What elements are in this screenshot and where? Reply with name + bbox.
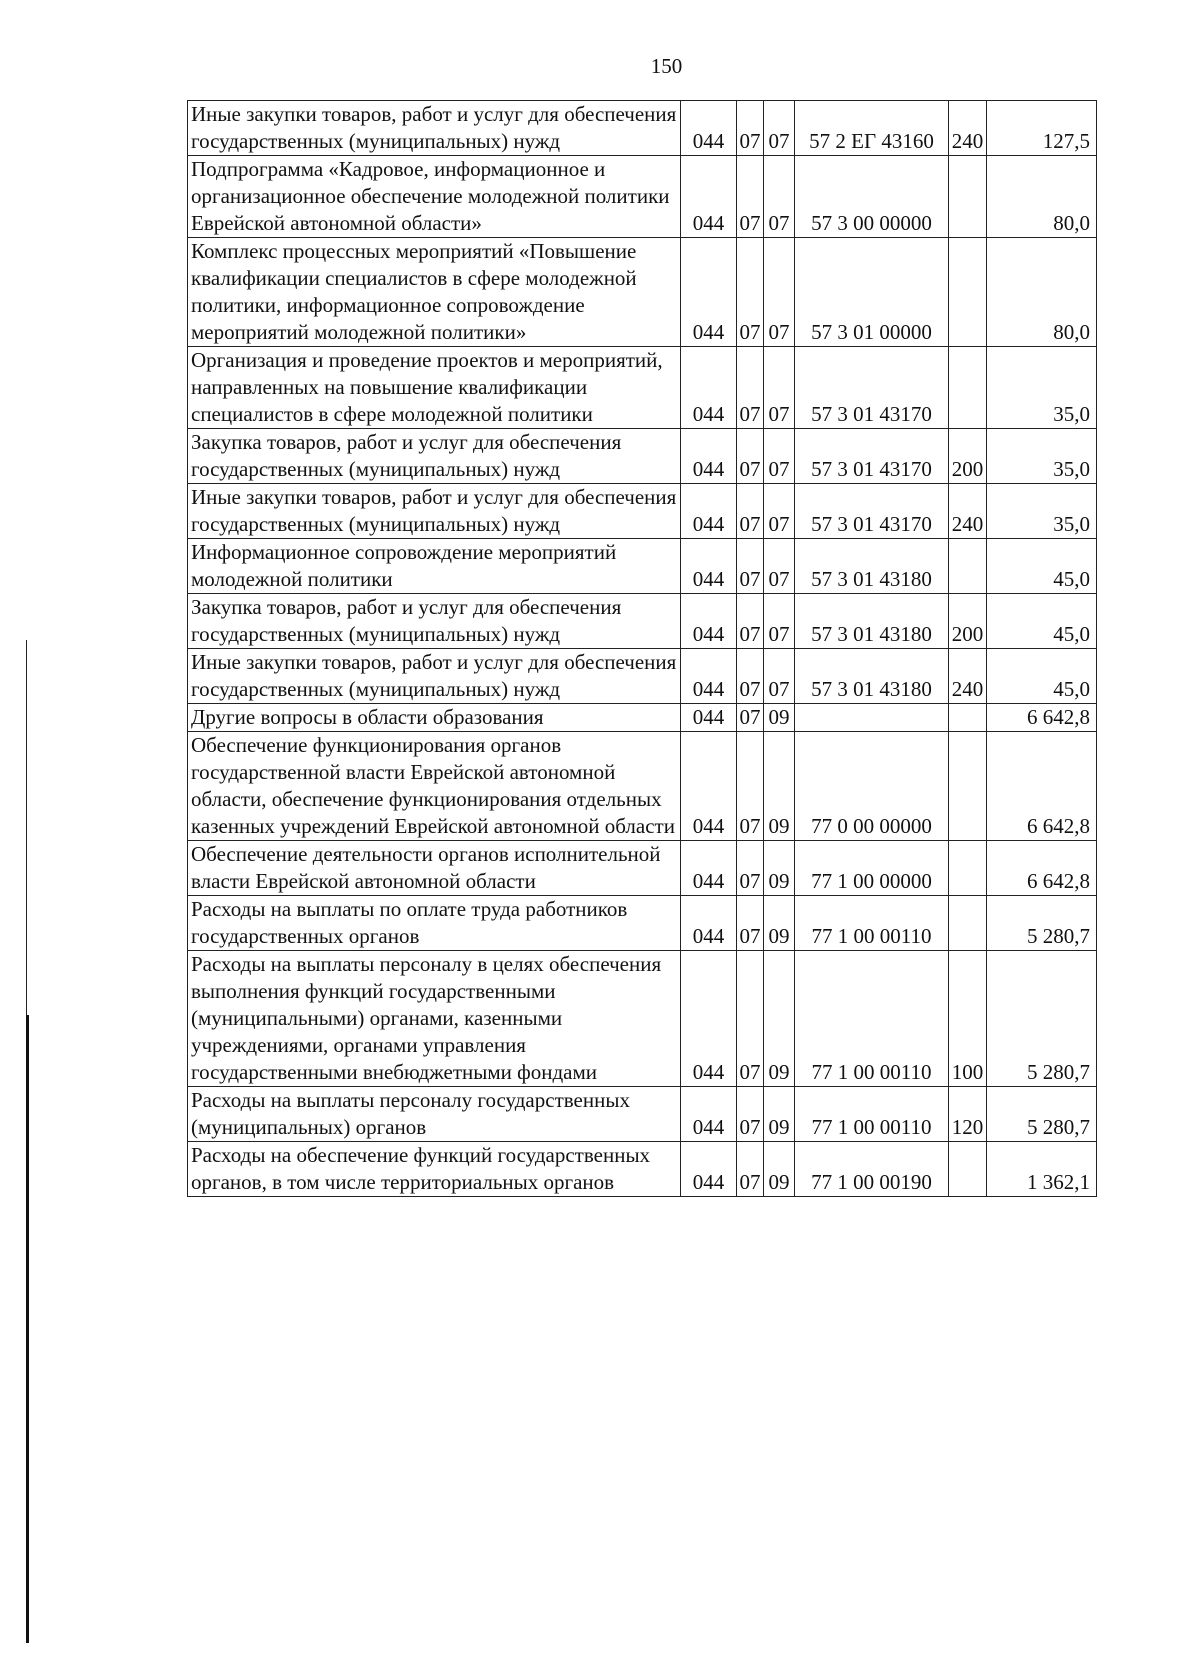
subsection-code-cell: 09 (764, 841, 795, 896)
expense-name-cell: Комплекс процессных мероприятий «Повышение квалификации специалистов в сфере молодежной политики, информационное сопровождение мероприятий молодежной политики» (188, 238, 681, 347)
grbs-code-cell: 044 (681, 594, 737, 649)
section-code-cell: 07 (737, 238, 764, 347)
subsection-code-cell: 07 (764, 347, 795, 429)
grbs-code-cell: 044 (681, 896, 737, 951)
expense-type-code-cell (949, 347, 987, 429)
section-code-cell: 07 (737, 101, 764, 156)
grbs-code-cell: 044 (681, 347, 737, 429)
expense-type-code-cell (949, 841, 987, 896)
budget-table (187, 100, 1097, 1197)
expense-name-cell: Подпрограмма «Кадровое, информационное и организационное обеспечение молодежной политики Еврейской автономной области» (188, 156, 681, 238)
grbs-code-cell: 044 (681, 484, 737, 539)
grbs-code-cell: 044 (681, 704, 737, 732)
expense-type-code-cell (949, 539, 987, 594)
section-code-cell: 07 (737, 732, 764, 841)
section-code-cell: 07 (737, 1142, 764, 1197)
expense-name-cell: Информационное сопровождение мероприятий молодежной политики (188, 539, 681, 594)
expense-type-code-cell: 240 (949, 649, 987, 704)
amount-cell: 1 362,1 (987, 1142, 1097, 1197)
expense-type-code-cell (949, 1142, 987, 1197)
expense-name-cell: Обеспечение функционирования органов государственной власти Еврейской автономной области, обеспечение функционирования отдельных казенных учреждений Еврейской автономной области (188, 732, 681, 841)
amount-cell: 45,0 (987, 539, 1097, 594)
expense-name-cell: Иные закупки товаров, работ и услуг для обеспечения государственных (муниципальных) нужд (188, 484, 681, 539)
target-article-code-cell: 77 1 00 00000 (795, 841, 949, 896)
section-code-cell: 07 (737, 1087, 764, 1142)
amount-cell: 127,5 (987, 101, 1097, 156)
grbs-code-cell: 044 (681, 429, 737, 484)
grbs-code-cell: 044 (681, 1087, 737, 1142)
amount-cell: 5 280,7 (987, 1087, 1097, 1142)
subsection-code-cell: 09 (764, 896, 795, 951)
table-row (188, 238, 1097, 347)
expense-type-code-cell (949, 704, 987, 732)
expense-name-cell: Иные закупки товаров, работ и услуг для обеспечения государственных (муниципальных) нужд (188, 649, 681, 704)
table-row (188, 896, 1097, 951)
expense-type-code-cell: 240 (949, 101, 987, 156)
expense-name-cell: Закупка товаров, работ и услуг для обеспечения государственных (муниципальных) нужд (188, 594, 681, 649)
table-row (188, 156, 1097, 238)
expense-name-cell: Расходы на выплаты персоналу в целях обеспечения выполнения функций государственными (муниципальными) органами, казенными учреждениями, органами управления государственными внебюджетными фондами (188, 951, 681, 1087)
expense-type-code-cell: 100 (949, 951, 987, 1087)
section-code-cell: 07 (737, 484, 764, 539)
grbs-code-cell: 044 (681, 649, 737, 704)
expense-type-code-cell: 120 (949, 1087, 987, 1142)
grbs-code-cell: 044 (681, 951, 737, 1087)
section-code-cell: 07 (737, 841, 764, 896)
amount-cell: 6 642,8 (987, 704, 1097, 732)
expense-type-code-cell: 200 (949, 429, 987, 484)
expense-type-code-cell (949, 156, 987, 238)
table-row (188, 101, 1097, 156)
target-article-code-cell: 57 3 01 43170 (795, 429, 949, 484)
target-article-code-cell: 57 3 01 43180 (795, 594, 949, 649)
expense-name-cell: Расходы на выплаты персоналу государственных (муниципальных) органов (188, 1087, 681, 1142)
grbs-code-cell: 044 (681, 238, 737, 347)
amount-cell: 45,0 (987, 594, 1097, 649)
grbs-code-cell: 044 (681, 539, 737, 594)
table-row (188, 484, 1097, 539)
subsection-code-cell: 07 (764, 156, 795, 238)
table-row (188, 539, 1097, 594)
amount-cell: 80,0 (987, 238, 1097, 347)
subsection-code-cell: 09 (764, 732, 795, 841)
expense-type-code-cell (949, 896, 987, 951)
target-article-code-cell: 57 3 01 00000 (795, 238, 949, 347)
expense-name-cell: Иные закупки товаров, работ и услуг для обеспечения государственных (муниципальных) нужд (188, 101, 681, 156)
section-code-cell: 07 (737, 156, 764, 238)
subsection-code-cell: 07 (764, 238, 795, 347)
grbs-code-cell: 044 (681, 101, 737, 156)
amount-cell: 5 280,7 (987, 951, 1097, 1087)
target-article-code-cell: 77 1 00 00110 (795, 896, 949, 951)
target-article-code-cell (795, 704, 949, 732)
section-code-cell: 07 (737, 429, 764, 484)
target-article-code-cell: 77 1 00 00110 (795, 951, 949, 1087)
subsection-code-cell: 07 (764, 539, 795, 594)
amount-cell: 45,0 (987, 649, 1097, 704)
table-row (188, 347, 1097, 429)
target-article-code-cell: 77 1 00 00110 (795, 1087, 949, 1142)
expense-name-cell: Закупка товаров, работ и услуг для обеспечения государственных (муниципальных) нужд (188, 429, 681, 484)
expense-name-cell: Расходы на выплаты по оплате труда работников государственных органов (188, 896, 681, 951)
table-row (188, 594, 1097, 649)
expense-name-cell: Обеспечение деятельности органов исполнительной власти Еврейской автономной области (188, 841, 681, 896)
target-article-code-cell: 57 3 01 43180 (795, 539, 949, 594)
target-article-code-cell: 57 2 ЕГ 43160 (795, 101, 949, 156)
expense-name-cell: Другие вопросы в области образования (188, 704, 681, 732)
amount-cell: 35,0 (987, 347, 1097, 429)
expense-type-code-cell (949, 238, 987, 347)
section-code-cell: 07 (737, 649, 764, 704)
expense-type-code-cell: 240 (949, 484, 987, 539)
amount-cell: 5 280,7 (987, 896, 1097, 951)
section-code-cell: 07 (737, 896, 764, 951)
section-code-cell: 07 (737, 951, 764, 1087)
grbs-code-cell: 044 (681, 1142, 737, 1197)
margin-line-binding (26, 1015, 29, 1643)
amount-cell: 6 642,8 (987, 732, 1097, 841)
table-row (188, 732, 1097, 841)
section-code-cell: 07 (737, 539, 764, 594)
amount-cell: 6 642,8 (987, 841, 1097, 896)
target-article-code-cell: 57 3 01 43170 (795, 347, 949, 429)
budget-table-body (188, 101, 1097, 1197)
subsection-code-cell: 09 (764, 1142, 795, 1197)
target-article-code-cell: 77 1 00 00190 (795, 1142, 949, 1197)
expense-name-cell: Расходы на обеспечение функций государственных органов, в том числе территориальных органов (188, 1142, 681, 1197)
expense-name-cell: Организация и проведение проектов и мероприятий, направленных на повышение квалификации специалистов в сфере молодежной политики (188, 347, 681, 429)
target-article-code-cell: 57 3 01 43180 (795, 649, 949, 704)
grbs-code-cell: 044 (681, 841, 737, 896)
section-code-cell: 07 (737, 704, 764, 732)
target-article-code-cell: 57 3 00 00000 (795, 156, 949, 238)
table-row (188, 1142, 1097, 1197)
section-code-cell: 07 (737, 347, 764, 429)
grbs-code-cell: 044 (681, 156, 737, 238)
subsection-code-cell: 09 (764, 1087, 795, 1142)
margin-line (26, 640, 27, 1015)
grbs-code-cell: 044 (681, 732, 737, 841)
subsection-code-cell: 07 (764, 649, 795, 704)
subsection-code-cell: 07 (764, 484, 795, 539)
amount-cell: 35,0 (987, 429, 1097, 484)
expense-type-code-cell: 200 (949, 594, 987, 649)
expense-type-code-cell (949, 732, 987, 841)
section-code-cell: 07 (737, 594, 764, 649)
table-row (188, 951, 1097, 1087)
subsection-code-cell: 07 (764, 101, 795, 156)
table-row (188, 1087, 1097, 1142)
page-number: 150 (650, 54, 683, 78)
subsection-code-cell: 07 (764, 429, 795, 484)
amount-cell: 35,0 (987, 484, 1097, 539)
subsection-code-cell: 09 (764, 951, 795, 1087)
subsection-code-cell: 09 (764, 704, 795, 732)
table-row (188, 429, 1097, 484)
table-row (188, 841, 1097, 896)
target-article-code-cell: 57 3 01 43170 (795, 484, 949, 539)
target-article-code-cell: 77 0 00 00000 (795, 732, 949, 841)
subsection-code-cell: 07 (764, 594, 795, 649)
amount-cell: 80,0 (987, 156, 1097, 238)
table-row (188, 649, 1097, 704)
table-row (188, 704, 1097, 732)
